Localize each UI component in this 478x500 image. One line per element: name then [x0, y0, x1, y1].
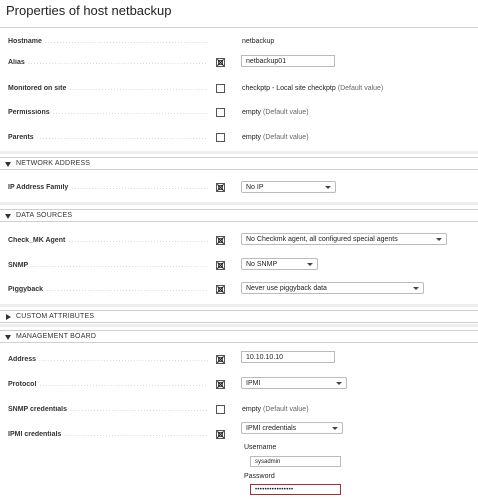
checkmk-agent-select[interactable]: No Checkmk agent, all configured special agents [241, 233, 447, 245]
permissions-row [0, 104, 478, 124]
alias-checkbox[interactable] [216, 58, 225, 67]
piggyback-row [0, 281, 478, 301]
permissions-label: Permissions ..... [8, 109, 208, 121]
snmp-credentials-checkbox[interactable] [216, 405, 225, 414]
section-network-address-title: NETWORK ADDRESS [16, 160, 91, 167]
section-management-board-title: MANAGEMENT BOARD [16, 333, 97, 340]
chevron-down-icon [413, 287, 419, 290]
section-data-sources[interactable] [0, 209, 478, 222]
section-gap [0, 202, 478, 205]
page-title: Properties of host netbackup [6, 3, 172, 18]
parents-label: Parents ..... [8, 134, 208, 146]
monitored-on-site-value: checkptp - Local site checkptp (Default value) [242, 85, 384, 92]
snmp-credentials-value: empty (Default value) [242, 406, 309, 413]
ipmi-credentials-select[interactable]: IPMI credentials [241, 422, 343, 434]
chevron-down-icon [336, 382, 342, 385]
alias-input[interactable]: netbackup01 [241, 55, 335, 67]
protocol-label: Protocol ..... [8, 381, 208, 393]
snmp-select[interactable]: No SNMP [241, 258, 318, 270]
monitored-on-site-label: Monitored on site ..... [8, 85, 208, 97]
protocol-select[interactable]: IPMI [241, 377, 347, 389]
parents-checkbox[interactable] [216, 133, 225, 142]
ip-address-family-label: IP Address Family ..... [8, 184, 208, 196]
collapse-triangle-icon [5, 214, 11, 219]
snmp-checkbox[interactable] [216, 261, 225, 270]
section-management-board[interactable] [0, 330, 478, 343]
section-custom-attributes[interactable] [0, 310, 478, 323]
alias-row [0, 54, 478, 74]
ip-address-family-checkbox[interactable] [216, 183, 225, 192]
password-input[interactable]: •••••••••••••••• [250, 484, 341, 495]
snmp-credentials-label: SNMP credentials ..... [8, 406, 208, 418]
chevron-down-icon [325, 186, 331, 189]
checkmk-agent-row [0, 232, 478, 252]
address-row [0, 351, 478, 371]
hostname-value: netbackup [242, 38, 275, 45]
password-label: Password [244, 473, 275, 480]
section-network-address[interactable] [0, 157, 478, 170]
address-checkbox[interactable] [216, 355, 225, 364]
protocol-row [0, 376, 478, 396]
permissions-value: empty (Default value) [242, 109, 309, 116]
piggyback-select[interactable]: Never use piggyback data [241, 282, 424, 294]
checkmk-agent-checkbox[interactable] [216, 236, 225, 245]
section-gap [0, 324, 478, 327]
username-input[interactable]: sysadmin [250, 456, 341, 467]
expand-triangle-icon [6, 314, 11, 320]
ipmi-credentials-checkbox[interactable] [216, 430, 225, 439]
protocol-checkbox[interactable] [216, 380, 225, 389]
ipmi-credentials-label: IPMI credentials ..... [8, 431, 208, 443]
permissions-checkbox[interactable] [216, 108, 225, 117]
title-divider [0, 27, 478, 28]
section-gap [0, 151, 478, 154]
hostname-row [0, 33, 478, 53]
ip-address-family-row [0, 179, 478, 199]
address-label: Address ..... [8, 356, 208, 368]
section-gap [0, 304, 478, 307]
ipmi-credentials-row [0, 426, 478, 446]
snmp-label: SNMP ..... [8, 262, 208, 274]
chevron-down-icon [307, 263, 313, 266]
piggyback-checkbox[interactable] [216, 285, 225, 294]
section-data-sources-title: DATA SOURCES [16, 212, 73, 219]
username-label: Username [244, 444, 277, 451]
parents-value: empty (Default value) [242, 134, 309, 141]
parents-row [0, 129, 478, 149]
alias-label: Alias ..... [8, 59, 208, 71]
snmp-credentials-row [0, 401, 478, 421]
checkmk-agent-label: Check_MK Agent ..... [8, 237, 208, 249]
monitored-on-site-row [0, 80, 478, 100]
collapse-triangle-icon [5, 162, 11, 167]
chevron-down-icon [332, 427, 338, 430]
piggyback-label: Piggyback ..... [8, 286, 208, 298]
snmp-row [0, 257, 478, 277]
collapse-triangle-icon [5, 335, 11, 340]
address-input[interactable]: 10.10.10.10 [241, 351, 335, 363]
section-custom-attributes-title: CUSTOM ATTRIBUTES [16, 313, 95, 320]
hostname-label: Hostname ..... [8, 38, 208, 50]
monitored-on-site-checkbox[interactable] [216, 84, 225, 93]
chevron-down-icon [436, 238, 442, 241]
ip-address-family-select[interactable]: No IP [241, 181, 336, 193]
